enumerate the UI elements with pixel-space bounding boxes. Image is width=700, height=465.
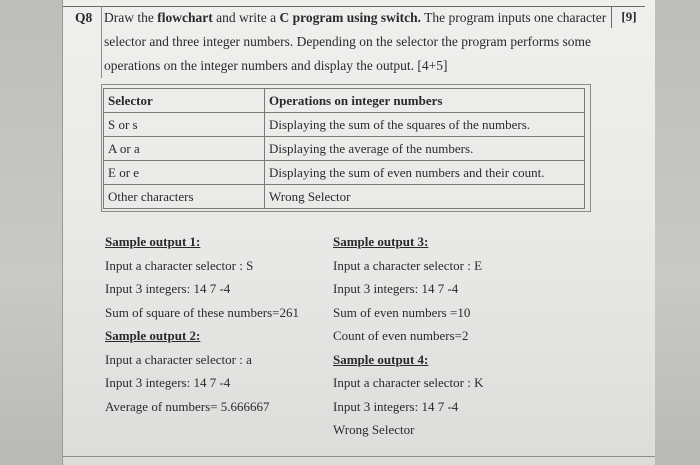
table-header-row xyxy=(104,89,585,113)
sample-line: Input 3 integers: 14 7 -4 xyxy=(105,281,231,296)
sample-line: Input a character selector : S xyxy=(105,257,254,273)
sample-line: Count of even numbers=2 xyxy=(333,328,469,343)
question-text xyxy=(101,6,614,78)
bottom-rule xyxy=(63,456,655,457)
sample-line: Input a character selector : a xyxy=(105,351,252,367)
sample-title: Sample output 3: xyxy=(333,234,429,249)
cell-operation: Displaying the average of the numbers. xyxy=(265,137,585,161)
q-line1-bold: C program using switch. xyxy=(279,10,421,25)
cell-selector: S or s xyxy=(104,113,265,137)
question-line-3: operations on the integer numbers and display the output. [4+5] xyxy=(104,58,448,73)
sample-line: Input 3 integers: 14 7 -4 xyxy=(105,375,231,390)
cell-selector: A or a xyxy=(104,137,265,161)
sample-line: Sum of even numbers =10 xyxy=(333,304,471,320)
cell-operation: Displaying the sum of even numbers and their count. xyxy=(265,161,585,185)
cell-selector: E or e xyxy=(104,161,265,185)
table-row xyxy=(104,161,585,185)
document-page xyxy=(62,0,655,465)
sample-title: Sample output 2: xyxy=(105,328,201,343)
header-selector: Selector xyxy=(104,89,265,113)
table-row xyxy=(104,185,585,209)
table-row xyxy=(104,113,585,137)
sample-outputs-left xyxy=(105,230,299,418)
table-row xyxy=(104,137,585,161)
cell-operation: Displaying the sum of the squares of the numbers. xyxy=(265,113,585,137)
operations-table xyxy=(103,88,585,209)
sample-line: Wrong Selector xyxy=(333,422,415,437)
sample-line: Input a character selector : K xyxy=(333,375,484,390)
sample-title: Sample output 1: xyxy=(105,234,201,249)
sample-title: Sample output 4: xyxy=(333,351,429,367)
question-number: Q8 xyxy=(75,10,93,25)
q-line1-part-c: The program inputs one character xyxy=(420,10,607,25)
header-operations: Operations on integer numbers xyxy=(265,89,585,113)
cell-selector: Other characters xyxy=(104,185,265,209)
sample-line: Input 3 integers: 14 7 -4 xyxy=(333,281,459,296)
q-flowchart-bold: flowchart xyxy=(157,10,213,25)
question-line-2: selector and three integer numbers. Depending on the selector the program performs some xyxy=(104,34,591,49)
cell-operation: Wrong Selector xyxy=(265,185,585,209)
sample-line: Input 3 integers: 14 7 -4 xyxy=(333,398,459,414)
sample-line: Input a character selector : E xyxy=(333,257,483,273)
q-line1-part-a: Draw the flowchart and write a xyxy=(104,10,280,25)
sample-line: Sum of square of these numbers=261 xyxy=(105,304,299,320)
marks-badge: [9] xyxy=(611,6,646,28)
sample-outputs-right xyxy=(333,230,484,442)
sample-line: Average of numbers= 5.666667 xyxy=(105,398,270,414)
question-line-1 xyxy=(104,6,614,30)
